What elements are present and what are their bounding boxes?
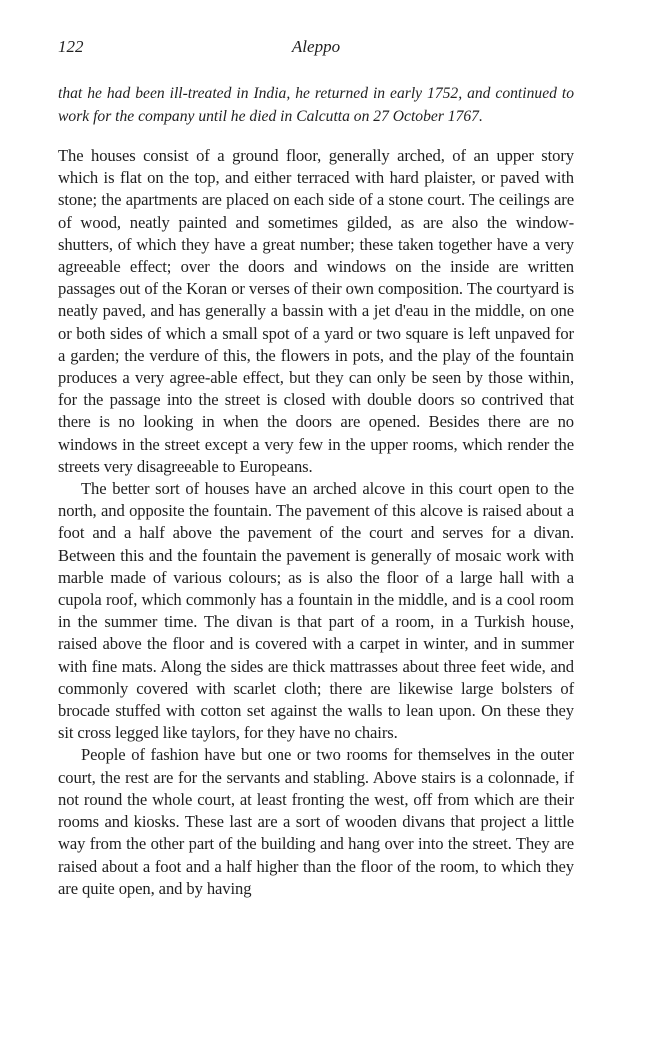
- paragraph-people-of-fashion: People of fashion have but one or two rooms for themselves in the outer court, the rest are for the servants and stabling. Above stairs is a colonnade, if not round the whole court, at least fronting the west, off from which are their rooms and kiosks. These last are a sort of wooden divans that project a little way from the other part of the building and hang over into the street. They are raised about a foot and a half higher than the floor of the room, to which they are quite open, and by having: [58, 745, 574, 898]
- paragraph-alcove: The better sort of houses have an arched alcove in this court open to the north, and opposite the fountain. The pavement of this alcove is raised about a foot and a half above the pavement of the court and serves for a divan. Between this and the fountain the pavement is generally of mosaic work with marble made of various colours; as is also the floor of a large hall with a cupola roof, which commonly has a fountain in the middle, and is a cool room in the summer time. The divan is that part of a room, in a Turkish house, raised above the floor and is covered with a carpet in winter, and in summer with fine mats. Along the sides are thick mattrasses about three feet wide, and commonly covered with scarlet cloth; there are likewise large bolsters of brocade stuffed with cotton set against the walls to lean upon. On these they sit cross legged like taylors, for they have no chairs.: [58, 479, 574, 743]
- footnote-continuation: that he had been ill-treated in India, he returned in early 1752, and continued to work for the company until he died in Calcutta on 27 October 1767.: [58, 85, 574, 125]
- page-number: 122: [58, 37, 84, 56]
- running-head: [58, 37, 574, 59]
- running-title: Aleppo: [291, 37, 341, 56]
- body-text: [58, 145, 574, 900]
- paragraph-houses: The houses consist of a ground floor, generally arched, of an upper story which is flat on the top, and either terraced with hard plaister, or paved with stone; the apartments are placed on each side of a stone court. The ceilings are of wood, neatly painted and sometimes gilded, as are also the window-shutters, of which they have a great number; these taken together have a very agreeable effect; over the doors and windows on the inside are written passages out of the Koran or verses of their own composition. The courtyard is neatly paved, and has generally a bassin with a jet d'eau in the middle, on one or both sides of which a small spot of a yard or two square is left unpaved for a garden; the verdure of this, the flowers in pots, and the play of the fountain produces a very agree-able effect, but they can only be seen by those within, for the passage into the street is closed with double doors so contrived that there is no looking in when the doors are opened. Besides there are no windows in the street except a very few in the upper rooms, which render the streets very disagreeable to Europeans.: [58, 146, 574, 476]
